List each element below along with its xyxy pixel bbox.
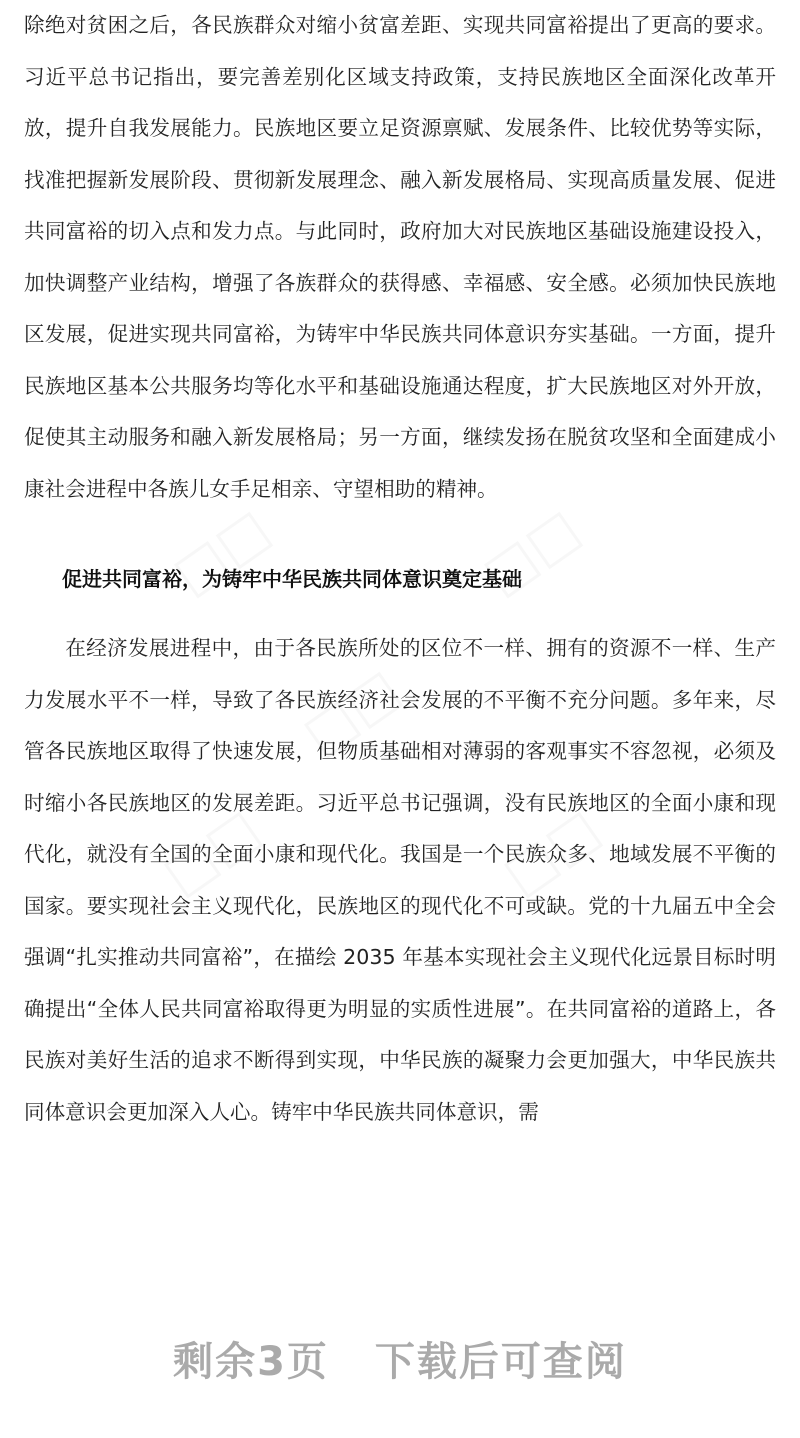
watermark: □□	[491, 796, 611, 907]
section-heading: 促进共同富裕，为铸牢中华民族共同体意识奠定基础	[62, 567, 522, 591]
watermark: □□	[471, 496, 591, 607]
watermark: □□	[161, 496, 281, 607]
watermark: □□	[291, 656, 411, 767]
body-paragraph: 在经济发展进程中，由于各民族所处的区位不一样、拥有的资源不一样、生产力发展水平不一样，导致了各民族经济社会发展的不平衡不充分问题。多年来，尽管各民族地区取得了快速发展，但物质基础相对薄弱的客观事实不容忽视，必须及时缩小各民族地区的发展差距。习近平总书记强调，没有民族地区的全面小康和现代化，就没有全国的全面小康和现代化。我国是一个民族众多、地域发展不平衡的国家。要实现社会主义现代化，民族地区的现代化不可或缺。党的十九届五中全会强调“扎实推动共同富裕”，在描绘 2035 年基本实现社会主义现代化远景目标时明确提出“全体人民共同富裕取得更为明显的实质性进展”。在共同富裕的道路上，各民族对美好生活的追求不断得到实现，中华民族的凝聚力会更加强大，中华民族共同体意识会更加深入人心。铸牢中华民族共同体意识，需	[24, 636, 776, 1124]
download-hint-label: 下载后可查阅	[374, 1339, 627, 1385]
document-body	[24, 0, 776, 1138]
download-prompt[interactable]	[0, 1330, 800, 1387]
body-paragraph: 除绝对贫困之后，各民族群众对缩小贫富差距、实现共同富裕提出了更高的要求。习近平总书记指出，要完善差别化区域支持政策，支持民族地区全面深化改革开放，提升自我发展能力。民族地区要立足资源禀赋、发展条件、比较优势等实际，找准把握新发展阶段、贯彻新发展理念、融入新发展格局、实现高质量发展、促进共同富裕的切入点和发力点。与此同时，政府加大对民族地区基础设施建设投入，加快调整产业结构，增强了各族群众的获得感、幸福感、安全感。必须加快民族地区发展，促进实现共同富裕，为铸牢中华民族共同体意识夯实基础。一方面，提升民族地区基本公共服务均等化水平和基础设施通达程度，扩大民族地区对外开放，促使其主动服务和融入新发展格局；另一方面，继续发扬在脱贫攻坚和全面建成小康社会进程中各族儿女手足相亲、守望相助的精神。	[24, 13, 776, 501]
remaining-pages-label: 剩余3页	[173, 1339, 329, 1385]
watermark: □□	[151, 796, 271, 907]
